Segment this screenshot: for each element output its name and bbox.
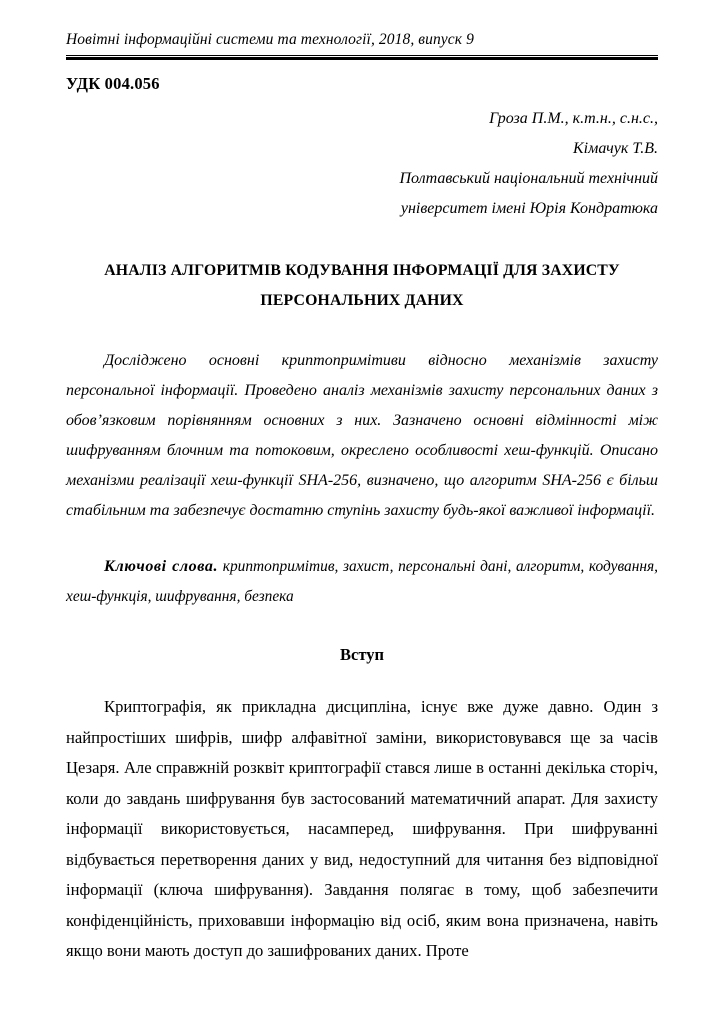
abstract-paragraph: Досліджено основні криптопримітиви відносно механізмів захисту персональної інформації. Проведено аналіз механізмів захисту персональних даних з обов’язковим порівнянням основних з них. Зазначено основні відмінності між шифруванням блочним та потоковим, окреслено особливості хеш-функцій. Описано механізми реалізації хеш-функції SHA-256, визначено, що алгоритм SHA-256 є більш стабільним та забезпечує достатню ступінь захисту будь-якої важливої інформації. <box>66 352 658 519</box>
author-line-2: Кімачук Т.В. <box>573 140 658 157</box>
title-line-1: АНАЛІЗ АЛГОРИТМІВ КОДУВАННЯ ІНФОРМАЦІЇ ДЛЯ ЗАХИСТУ <box>104 262 620 279</box>
header-divider-rule <box>66 55 658 60</box>
page-content-column <box>66 0 658 983</box>
section-heading-intro: Вступ <box>340 645 384 664</box>
keywords-list: криптопримітив, захист, персональні дані, алгоритм, кодування, хеш-функція, шифрування, безпека <box>66 558 658 605</box>
author-line-1: Гроза П.М., к.т.н., с.н.с., <box>489 110 658 127</box>
affiliation-line-1: Полтавський національний технічний <box>399 170 658 187</box>
body-paragraph-1: Криптографія, як прикладна дисципліна, існує вже дуже давно. Один з найпростіших шифрів, шифр алфавітної заміни, використовувався ще за часів Цезаря. Але справжній розквіт криптографії стався лише в останні декілька сторіч, коли до завдань шифрування був застосований математичний апарат. Для захисту інформації використовується, насамперед, шифрування. При шифруванні відбувається перетворення даних у вид, недоступний для читання без відповідної інформації (ключа шифрування). Завдання полягає в тому, щоб забезпечити конфіденційність, приховавши інформацію від осіб, яким вона призначена, навіть якщо вони мають доступ до зашифрованих даних. Проте <box>66 697 658 960</box>
affiliation-line-2: університет імені Юрія Кондратюка <box>400 200 658 217</box>
title-line-2: ПЕРСОНАЛЬНИХ ДАНИХ <box>260 292 464 309</box>
keywords-paragraph <box>66 552 658 612</box>
running-head: Новітні інформаційні системи та технології, 2018, випуск 9 <box>66 31 474 48</box>
page-title <box>66 256 658 316</box>
udk-classification-code: УДК 004.056 <box>66 74 160 93</box>
keywords-label: Ключові слова. <box>104 558 219 575</box>
author-affiliation-block <box>66 104 658 224</box>
